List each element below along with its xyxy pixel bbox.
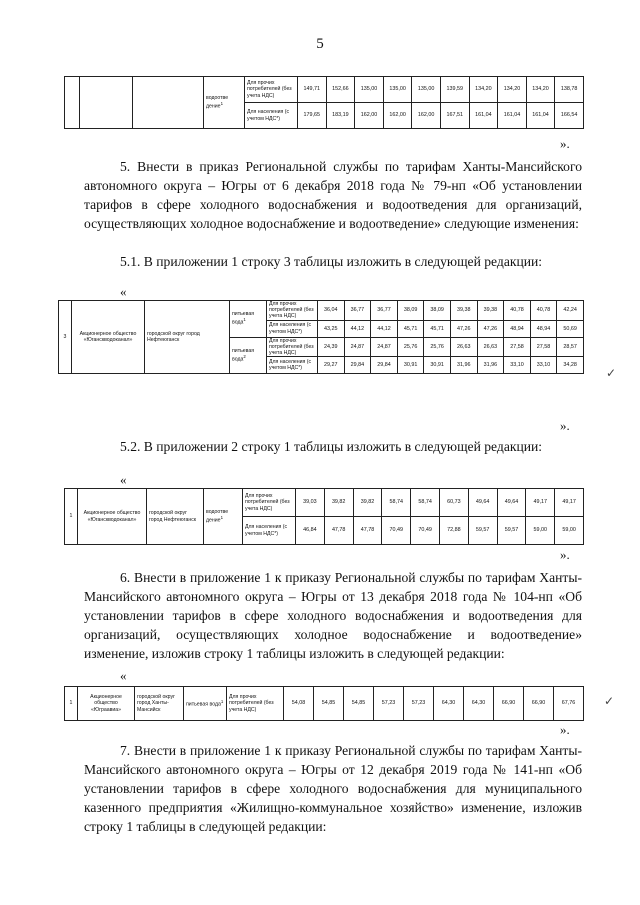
table-cell-value: 34,28 [557,357,584,374]
table-cell-value: 49,17 [555,489,584,517]
table-cell-value: 50,69 [557,320,584,337]
table-cell-value: 49,64 [497,489,526,517]
table-cell-value: 33,10 [504,357,531,374]
table-cell-value: 42,24 [557,301,584,321]
table-cell-value: 26,63 [477,337,504,357]
table-row-label: Для прочих потребителей (без учета НДС) [267,301,318,321]
table-cell-value: 54,08 [284,687,314,721]
table-cell-value: 66,90 [494,687,524,721]
table-cell-value: 139,59 [440,77,469,103]
table-cell-value: 44,12 [344,320,371,337]
table-cell-value: 162,00 [383,103,412,129]
table-cell-value: 30,91 [424,357,451,374]
table-cell-service: водоотве дение$^1$ [204,77,245,129]
quote-close: ». [560,418,570,433]
table-cell-value: 167,51 [440,103,469,129]
table-cell-value: 39,38 [450,301,477,321]
quote-open: « [120,668,127,683]
table-cell-value: 38,09 [397,301,424,321]
table-cell-value: 43,25 [318,320,345,337]
table-cell-value: 27,58 [530,337,557,357]
table-cell-value: 24,87 [371,337,398,357]
table-cell-value: 183,19 [326,103,355,129]
quote-close: ». [560,722,570,737]
table-cell-value: 179,65 [298,103,327,129]
table-cell-value: 138,78 [555,77,584,103]
table-cell-value: 134,20 [526,77,555,103]
table-cell-org: Акционерное общество «Юграавиа» [78,687,135,721]
tariff-table-6 [64,686,584,721]
table-cell-value: 48,94 [530,320,557,337]
table-cell-value: 59,00 [526,517,555,545]
table-cell-value: 36,77 [371,301,398,321]
table-cell-value: 58,74 [382,489,411,517]
table-cell-org: Акционерное общество «Юганскводоканал» [72,301,145,374]
table-row-label: Для прочих потребителей (без учета НДС) [245,77,298,103]
table-row-label: Для населения (с учетом НДС*) [267,357,318,374]
table-cell-value: 26,63 [450,337,477,357]
table-cell-value: 162,00 [355,103,384,129]
table-cell-value: 134,20 [469,77,498,103]
table-cell-value: 64,30 [434,687,464,721]
table-cell-value: 27,58 [504,337,531,357]
quote-open: « [120,284,127,299]
table-cell-empty [65,77,80,129]
table-cell-value: 67,76 [554,687,584,721]
table-cell-empty [80,77,133,129]
table-cell-value: 161,04 [469,103,498,129]
table-cell-value: 59,57 [468,517,497,545]
table-cell-value: 47,78 [324,517,353,545]
table-cell-value: 161,04 [526,103,555,129]
table-cell-value: 47,78 [353,517,382,545]
table-cell-value: 31,96 [477,357,504,374]
table-cell-value: 28,57 [557,337,584,357]
table-cell-value: 70,49 [382,517,411,545]
table-cell-value: 47,26 [450,320,477,337]
table-cell-value: 135,00 [355,77,384,103]
paragraph-5: 5. Внести в приказ Региональной службы по тарифам Ханты-Мансийского автономного округа – Югры от 6 декабря 2018 года № 79-нп «Об установлении тарифов в сфере холодного водоснабжения и водоотведения для организаций, осуществляющих холодное водоснабжение и водоотведение» следующие изменения: [84,159,582,231]
table-cell-value: 70,49 [411,517,440,545]
paragraph-5-2: 5.2. В приложении 2 строку 1 таблицы изложить в следующей редакции: [120,439,543,454]
table-cell-org: Акционерное общество «Юганскводоканал» [78,489,147,545]
table-cell-value: 29,27 [318,357,345,374]
table-cell-value: 45,71 [397,320,424,337]
table-cell-value: 31,96 [450,357,477,374]
table-cell-value: 57,23 [374,687,404,721]
table-cell-value: 48,94 [504,320,531,337]
table-cell-empty [133,77,204,129]
table-cell-value: 36,77 [344,301,371,321]
table-cell-value: 38,09 [424,301,451,321]
table-cell-value: 59,57 [497,517,526,545]
table-cell-service: питьевая вода$^1$ [230,301,267,338]
table-cell-value: 60,73 [439,489,468,517]
table-cell-value: 47,26 [477,320,504,337]
table-cell-value: 29,84 [371,357,398,374]
pen-check-mark: ✓ [606,366,617,380]
table-cell-value: 25,76 [424,337,451,357]
tariff-table-5-1 [58,300,584,374]
table-cell-value: 58,74 [411,489,440,517]
table-cell-service: питьевая вода$^1$ [184,687,227,721]
table-cell-value: 24,39 [318,337,345,357]
table-cell-value: 33,10 [530,357,557,374]
table-row-label: Для населения (с учетом НДС*) [245,103,298,129]
table-cell-value: 162,00 [412,103,441,129]
table-cell-number: 3 [59,301,72,374]
table-cell-value: 39,03 [296,489,325,517]
table-row-label: Для прочих потребителей (без учета НДС) [227,687,284,721]
table-cell-value: 40,78 [504,301,531,321]
table-cell-value: 149,71 [298,77,327,103]
page-number: 5 [316,36,324,52]
quote-close: ». [560,547,570,562]
paragraph-7: 7. Внести в приложение 1 к приказу Региональной службы по тарифам Ханты-Мансийского автономного округа – Югры от 12 декабря 2019 года № 141-нп «Об установлении тарифов в сфере холодного водоснабжения для муниципального казенного предприятия «Жилищно-коммунальное хозяйство» изменение, изложив строку 1 таблицы в следующей редакции: [84,743,582,834]
table-cell-number: 1 [65,687,78,721]
table-cell-value: 59,00 [555,517,584,545]
table-cell-value: 39,38 [477,301,504,321]
table-cell-service: водоотве дение$^1$ [204,489,243,545]
table-row-label: Для населения (с учетом НДС*) [267,320,318,337]
table-cell-value: 135,00 [383,77,412,103]
table-cell-value: 44,12 [371,320,398,337]
quote-open: « [120,472,127,487]
table-cell-value: 64,30 [464,687,494,721]
table-cell-value: 134,20 [498,77,527,103]
table-cell-value: 40,78 [530,301,557,321]
table-cell-value: 24,87 [344,337,371,357]
table-cell-value: 39,82 [353,489,382,517]
table-cell-value: 152,66 [326,77,355,103]
table-cell-value: 25,76 [397,337,424,357]
table-cell-number: 1 [65,489,78,545]
table-cell-place: городской округ город Ханты-Мансийск [135,687,184,721]
table-cell-value: 29,84 [344,357,371,374]
table-cell-value: 49,64 [468,489,497,517]
quote-close: ». [560,136,570,151]
table-cell-value: 135,00 [412,77,441,103]
table-cell-value: 30,91 [397,357,424,374]
table-cell-value: 72,88 [439,517,468,545]
tariff-table-5-2 [64,488,584,545]
table-cell-value: 57,23 [404,687,434,721]
table-row-label: Для прочих потребителей (без учета НДС) [243,489,296,517]
table-row-label: Для населения (с учетом НДС*) [243,517,296,545]
table-cell-value: 161,04 [498,103,527,129]
paragraph-6: 6. Внести в приложение 1 к приказу Региональной службы по тарифам Ханты-Мансийского автономного округа – Югры от 13 декабря 2018 года № 104-нп «Об установлении тарифов в сфере холодного водоснабжения и водоотведения для организаций, осуществляющих холодное водоснабжение и водоотведение» изменение, изложив строку 1 таблицы изложить в следующей редакции: [84,570,582,661]
table-cell-place: городской округ город Нефтеюганск [145,301,230,374]
table-cell-value: 54,85 [344,687,374,721]
tariff-table-top [64,76,584,129]
pen-check-mark: ✓ [604,694,615,708]
table-cell-value: 45,71 [424,320,451,337]
table-cell-value: 39,82 [324,489,353,517]
table-cell-value: 36,04 [318,301,345,321]
paragraph-5-1: 5.1. В приложении 1 строку 3 таблицы изложить в следующей редакции: [120,254,543,269]
table-cell-value: 166,54 [555,103,584,129]
table-cell-value: 54,85 [314,687,344,721]
table-cell-value: 49,17 [526,489,555,517]
table-cell-service: питьевая вода$^2$ [230,337,267,374]
table-cell-place: городской округ город Нефтеюганск [147,489,204,545]
table-cell-value: 46,84 [296,517,325,545]
table-row-label: Для прочих потребителей (без учета НДС) [267,337,318,357]
table-cell-value: 66,90 [524,687,554,721]
